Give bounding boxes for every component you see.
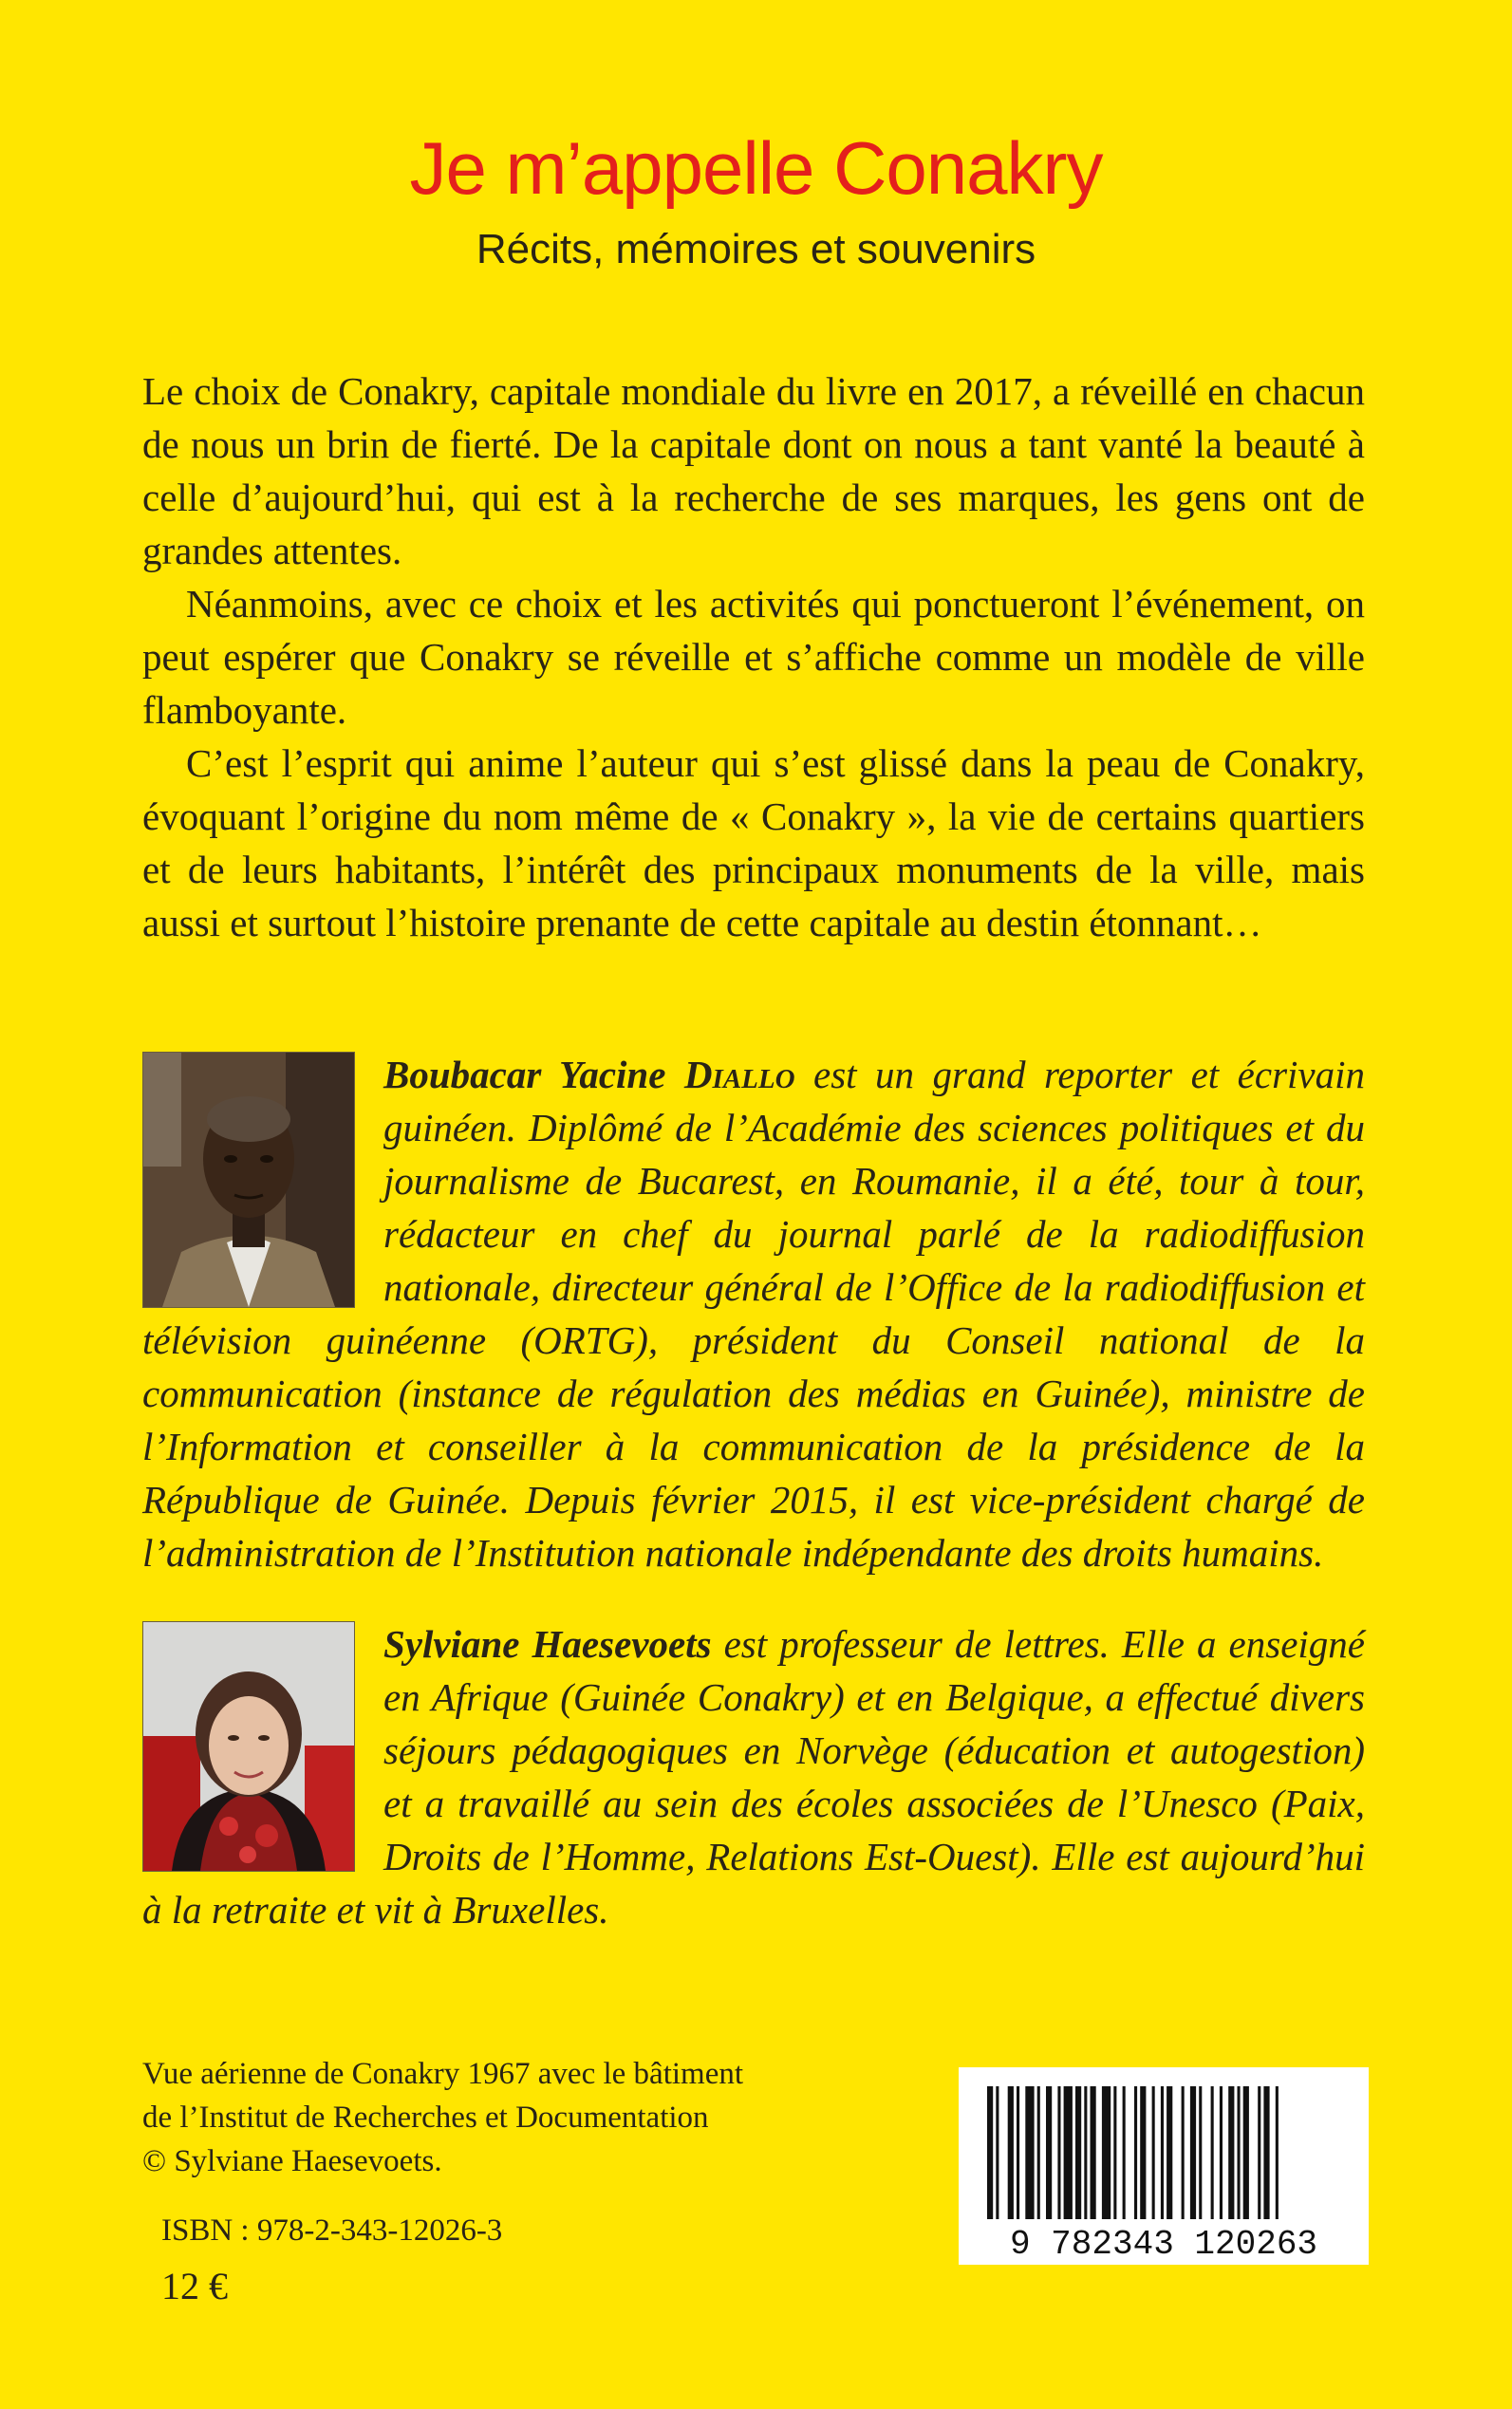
author-bio-text: Sylviane Haesevoets est professeur de lettres. Elle a enseigné en Afrique (Guinée Conakry) et en Belgique, a effectué divers séjours pédagogiques en Norvège (éducation et autogestion) et a travaillé au sein des écoles associées de l’Unesco (Paix, Droits de l’Homme, Relations Est-Ouest). Elle est aujourd’hui à la retraite et vit à Bruxelles. (142, 1622, 1365, 1932)
credit-line: de l’Institut de Recherches et Documentation (142, 2101, 709, 2135)
blurb-paragraph: C’est l’esprit qui anime l’auteur qui s’est glissé dans la peau de Conakry, évoquant l’origine du nom même de « Conakry », la vie de certains quartiers et de leurs habitants, l’intérêt des principaux monuments de la ville, mais aussi et surtout l’histoire prenante de cette capitale au destin étonnant… (142, 741, 1365, 944)
barcode-bar (1161, 2086, 1164, 2219)
barcode-bar (1057, 2086, 1060, 2219)
barcode-bar (1134, 2086, 1137, 2219)
barcode-bar (1263, 2086, 1269, 2219)
book-subtitle: Récits, mémoires et souvenirs (476, 226, 1036, 272)
barcode-bar (1199, 2086, 1202, 2219)
author-name: Sylviane Haesevoets (383, 1622, 712, 1666)
barcode-bar (1123, 2086, 1126, 2219)
barcode-bar (1276, 2086, 1279, 2219)
barcode-bar (1091, 2086, 1096, 2219)
back-cover-blurb (142, 364, 1365, 949)
author-bio-diallo (142, 1048, 1365, 1579)
barcode-bar (1075, 2086, 1081, 2219)
barcode-bar (987, 2086, 993, 2219)
blurb-paragraph: Le choix de Conakry, capitale mondiale du livre en 2017, a réveillé en chacun de nous un brin de fierté. De la capitale dont on nous a tant vanté la beauté à celle d’aujourd’hui, qui est à la recherche de ses marques, les gens ont de grandes attentes. (142, 369, 1365, 572)
barcode-bar (1037, 2086, 1040, 2219)
barcode-bar (1102, 2086, 1111, 2219)
barcode-bar (1167, 2086, 1172, 2219)
author-photo-diallo (142, 1052, 355, 1308)
barcode-bar (996, 2086, 999, 2219)
barcode-bar (1190, 2086, 1196, 2219)
barcode-bar (1211, 2086, 1214, 2219)
barcode-bar (1064, 2086, 1073, 2219)
barcode-bar (1008, 2086, 1014, 2219)
barcode-bar (1046, 2086, 1052, 2219)
cover-photo-credit (142, 2052, 743, 2183)
price: 12 € (161, 2265, 228, 2307)
barcode-digits: 9 782343 120263 (1009, 2225, 1318, 2264)
barcode-bar (1084, 2086, 1087, 2219)
barcode-bar (1017, 2086, 1019, 2219)
credit-line: © Sylviane Haesevoets. (142, 2144, 442, 2178)
author-photo-haesevoets (142, 1621, 355, 1872)
barcode (959, 2067, 1369, 2265)
barcode-bar (1238, 2086, 1241, 2219)
barcode-bar (1025, 2086, 1034, 2219)
author-name: Boubacar Yacine Diallo (383, 1053, 795, 1096)
barcode-bar (1243, 2086, 1249, 2219)
barcode-bar (1182, 2086, 1185, 2219)
barcode-bar (1152, 2086, 1155, 2219)
blurb-paragraph: Néanmoins, avec ce choix et les activités qui ponctueront l’événement, on peut espérer que Conakry se réveille et s’affiche comme un modèle de ville flamboyante. (142, 582, 1365, 732)
author-bio-text: Boubacar Yacine Diallo est un grand reporter et écrivain guinéen. Diplômé de l’Académie des sciences politiques et du journalisme de Bucarest, en Roumanie, il a été, tour à tour, rédacteur en chef du journal parlé de la radiodiffusion nationale, directeur général de l’Office de la radiodiffusion et télévision guinéenne (ORTG), président du Conseil national de la communication (instance de régulation des médias en Guinée), ministre de l’Information et conseiller à la communication de la présidence de la République de Guinée. Depuis février 2015, il est vice-président chargé de l’administration de l’Institution nationale indépendante des droits humains. (142, 1053, 1366, 1575)
credit-line: Vue aérienne de Conakry 1967 avec le bâtiment (142, 2057, 744, 2091)
barcode-bar (1140, 2086, 1146, 2219)
barcode-bar (1258, 2086, 1260, 2219)
barcode-bar (1220, 2086, 1223, 2219)
barcode-bar (1113, 2086, 1116, 2219)
barcode-bar (1228, 2086, 1234, 2219)
isbn: ISBN : 978-2-343-12026-3 (161, 2213, 503, 2248)
book-title: Je m’appelle Conakry (409, 126, 1103, 210)
author-bio-haesevoets (142, 1617, 1365, 1936)
